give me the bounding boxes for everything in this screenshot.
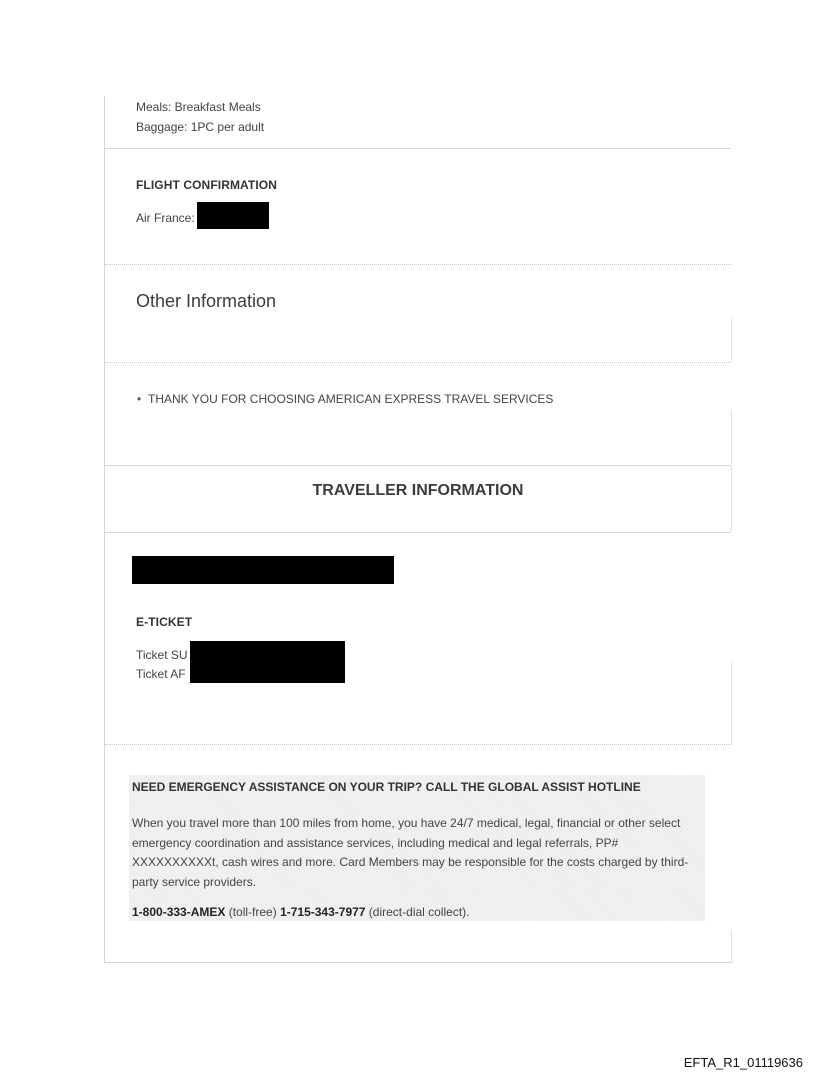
border-fragment [731, 410, 732, 464]
tollfree-note: (toll-free) [225, 905, 281, 919]
border-fragment [731, 662, 732, 744]
divider [105, 362, 731, 363]
border-fragment [731, 466, 732, 532]
assistance-body [132, 814, 702, 892]
border-fragment [731, 930, 732, 962]
flight-confirmation-heading: FLIGHT CONFIRMATION [136, 178, 277, 192]
emergency-assistance-box [129, 775, 705, 921]
assistance-body-line: When you travel more than 100 miles from home, you have 24/7 medical, legal, financial or other select [132, 816, 681, 830]
tollfree-phone: 1-800-333-AMEX [132, 905, 226, 919]
redaction-block [197, 202, 269, 229]
border-fragment [731, 318, 732, 362]
ticket-af-label: Ticket AF [136, 667, 186, 681]
air-france-label: Air France: [136, 211, 195, 225]
traveller-information-heading: TRAVELLER INFORMATION [312, 482, 524, 499]
assistance-phones [132, 905, 470, 919]
divider [105, 264, 731, 265]
divider [105, 532, 731, 533]
e-ticket-heading: E-TICKET [136, 615, 193, 629]
ticket-number-redaction [190, 641, 345, 683]
assistance-body-line: emergency coordination and assistance services, including medical and legal referrals, PP# [132, 835, 619, 850]
divider [105, 148, 731, 149]
document-id: EFTA_R1_01119636 [683, 1055, 803, 1070]
divider [105, 744, 731, 745]
assistance-heading: NEED EMERGENCY ASSISTANCE ON YOUR TRIP? CALL THE GLOBAL ASSIST HOTLINE [132, 780, 641, 794]
thank-you-bullet: THANK YOU FOR CHOOSING AMERICAN EXPRESS TRAVEL SERVICES [148, 392, 554, 406]
meals-text: Meals: Breakfast Meals [136, 100, 261, 114]
baggage-text: Baggage: 1PC per adult [136, 120, 265, 134]
direct-note: (direct-dial collect). [365, 905, 470, 919]
other-information-heading: Other Information [136, 291, 277, 311]
assistance-body-line: XXXXXXXXXXt, cash wires and more. Card Members may be responsible for the costs charged by third- [132, 855, 689, 869]
ticket-su-label: Ticket SU [136, 648, 188, 662]
assistance-body-line: party service providers. [132, 874, 257, 889]
divider [105, 465, 731, 466]
bullet-icon: • [137, 392, 142, 406]
direct-phone: 1-715-343-7977 [280, 905, 366, 919]
traveller-name-redaction [132, 556, 394, 584]
